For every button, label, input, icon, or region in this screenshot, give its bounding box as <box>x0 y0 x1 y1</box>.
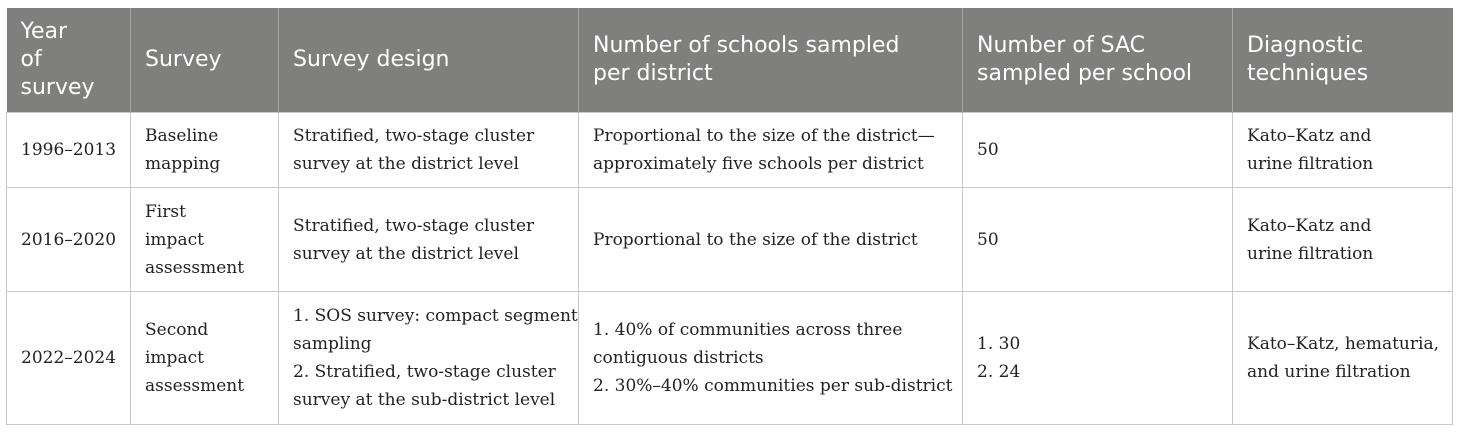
header-line: sampled per school <box>977 61 1193 86</box>
cell-line: 1996–2013 <box>21 140 117 160</box>
table-row <box>7 292 1453 425</box>
cell-line: Kato–Katz and <box>1247 215 1372 236</box>
cell-line: Proportional to the size of the district— <box>593 126 935 146</box>
cell-line: Kato–Katz and <box>1247 126 1372 146</box>
cell-line: 2022–2024 <box>21 348 117 368</box>
cell-survey <box>131 292 279 425</box>
cell-diagnostic <box>1233 188 1453 292</box>
cell-line: First <box>145 201 186 222</box>
header-diagnostic-techniques <box>1233 8 1453 113</box>
header-line: Survey design <box>293 47 450 72</box>
cell-line: survey at the sub-district level <box>293 390 556 410</box>
header-line: survey <box>20 75 95 100</box>
cell-line: 2. 24 <box>977 362 1021 382</box>
cell-line: assessment <box>145 257 245 278</box>
cell-survey-design <box>279 113 579 188</box>
cell-line: Stratified, two-stage cluster <box>293 126 535 146</box>
header-line: Number of SAC <box>977 33 1145 58</box>
cell-diagnostic <box>1233 113 1453 188</box>
cell-line: 50 <box>977 229 999 250</box>
cell-line: 50 <box>977 140 999 160</box>
cell-survey-design <box>279 188 579 292</box>
cell-line: impact <box>145 348 204 368</box>
table-row <box>7 188 1453 292</box>
header-schools-sampled <box>579 8 963 113</box>
table-body <box>7 113 1453 425</box>
cell-year <box>7 188 131 292</box>
cell-line: assessment <box>145 376 245 396</box>
table-row <box>7 113 1453 188</box>
cell-line: Proportional to the size of the district <box>593 229 918 250</box>
cell-line: survey at the district level <box>293 154 519 174</box>
cell-line: mapping <box>145 154 221 174</box>
header-row <box>7 8 1453 113</box>
cell-schools-sampled <box>579 188 963 292</box>
cell-year <box>7 113 131 188</box>
cell-line: Stratified, two-stage cluster <box>293 215 535 236</box>
header-survey <box>131 8 279 113</box>
cell-line: Kato–Katz, hematuria, <box>1247 334 1439 354</box>
cell-sac-sampled <box>963 113 1233 188</box>
header-line: of <box>20 47 42 72</box>
cell-sac-sampled <box>963 188 1233 292</box>
cell-sac-sampled <box>963 292 1233 425</box>
survey-table-container <box>6 8 1452 425</box>
header-survey-design <box>279 8 579 113</box>
cell-line: Baseline <box>145 126 219 146</box>
cell-line: Second <box>145 320 209 340</box>
cell-year <box>7 292 131 425</box>
cell-line: contiguous districts <box>593 348 764 368</box>
cell-schools-sampled <box>579 113 963 188</box>
cell-schools-sampled <box>579 292 963 425</box>
header-year-of-survey <box>7 8 131 113</box>
cell-survey <box>131 188 279 292</box>
cell-line: impact <box>145 229 204 250</box>
cell-diagnostic <box>1233 292 1453 425</box>
cell-line: urine filtration <box>1247 243 1374 264</box>
cell-line: approximately five schools per district <box>593 154 924 174</box>
cell-line: and urine filtration <box>1247 362 1411 382</box>
cell-survey <box>131 113 279 188</box>
cell-line: 1. 30 <box>977 334 1021 354</box>
cell-line: 1. 40% of communities across three <box>593 320 903 340</box>
table-header <box>7 8 1453 113</box>
header-line: per district <box>593 61 713 86</box>
cell-line: survey at the district level <box>293 243 519 264</box>
header-sac-sampled <box>963 8 1233 113</box>
cell-line: urine filtration <box>1247 154 1374 174</box>
cell-line: 2. 30%–40% communities per sub-district <box>593 376 953 396</box>
survey-table <box>6 8 1453 425</box>
header-line: techniques <box>1247 61 1369 86</box>
header-line: Survey <box>145 47 222 72</box>
cell-survey-design <box>279 292 579 425</box>
cell-line: 2016–2020 <box>21 229 117 250</box>
header-line: Diagnostic <box>1247 33 1364 58</box>
cell-line: 1. SOS survey: compact segment <box>293 306 578 326</box>
header-line: Number of schools sampled <box>593 33 900 58</box>
cell-line: 2. Stratified, two-stage cluster <box>293 362 556 382</box>
cell-line: sampling <box>293 334 372 354</box>
header-line: Year <box>20 19 68 44</box>
